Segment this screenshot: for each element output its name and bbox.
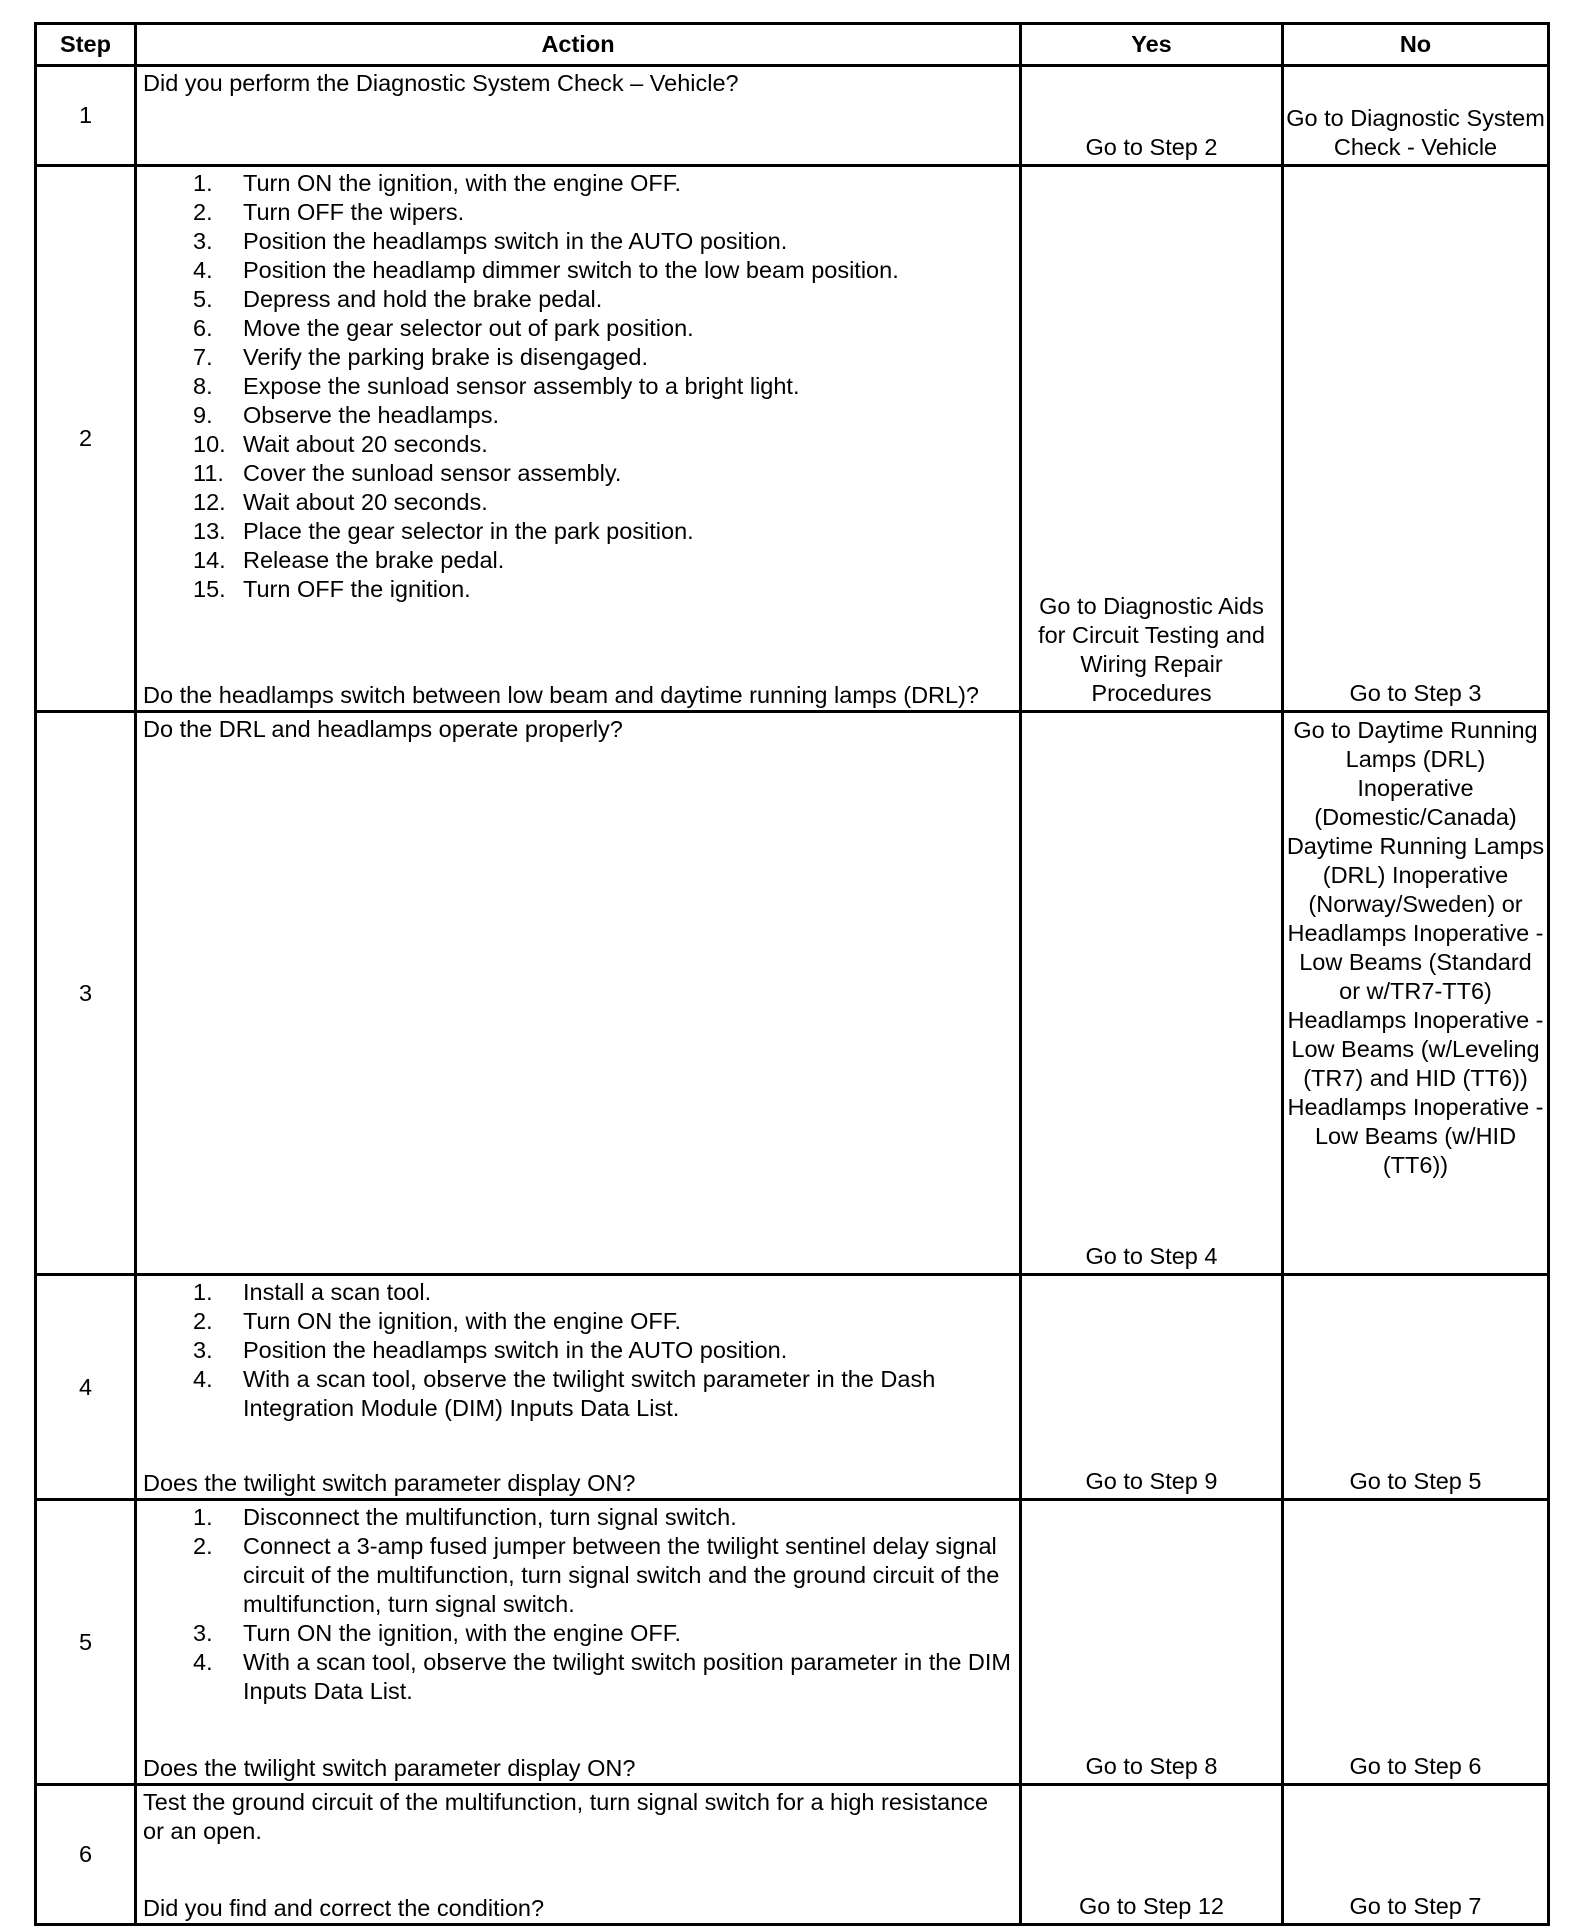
list-item: 15. Turn OFF the ignition. — [193, 576, 471, 602]
list-item: 6. Move the gear selector out of park position. — [193, 315, 694, 341]
header-row — [36, 24, 1549, 66]
action-text: Did you perform the Diagnostic System Check – Vehicle? — [143, 70, 739, 96]
table-row — [36, 166, 1549, 712]
procedure-list — [143, 1503, 1015, 1706]
list-item: 14. Release the brake pedal. — [193, 547, 505, 573]
question-text: Does the twilight switch parameter display ON? — [143, 1755, 636, 1781]
action-cell — [136, 1275, 1021, 1500]
list-item: 7. Verify the parking brake is disengaged. — [193, 344, 648, 370]
list-item: 13. Place the gear selector in the park position. — [193, 518, 694, 544]
step-number: 2 — [36, 166, 136, 712]
list-item: 11. Cover the sunload sensor assembly. — [193, 460, 622, 486]
action-cell — [136, 1785, 1021, 1925]
yes-cell: Go to Step 4 — [1021, 712, 1283, 1275]
step-number: 4 — [36, 1275, 136, 1500]
action-cell — [136, 66, 1021, 166]
list-item: 1. Install a scan tool. — [193, 1279, 432, 1305]
question-text: Did you find and correct the condition? — [143, 1895, 545, 1921]
table-row — [36, 712, 1549, 1275]
table-row — [36, 1500, 1549, 1785]
action-cell — [136, 1500, 1021, 1785]
no-cell: Go to Daytime Running Lamps (DRL) Inoperative (Domestic/Canada) Daytime Running Lamps (DRL) Inoperative (Norway/Sweden) or Headlamps Inoperative - Low Beams (Standard or w/TR7-TT6) Headlamps Inoperative - Low Beams (w/Leveling (TR7) and HID (TT6)) Headlamps Inoperative - Low Beams (w/HID (TT6)) — [1283, 712, 1549, 1275]
table-row — [36, 66, 1549, 166]
step-number: 6 — [36, 1785, 136, 1925]
list-item: 3. Position the headlamps switch in the AUTO position. — [193, 228, 788, 254]
list-item: 4. With a scan tool, observe the twilight switch position parameter in the DIM Inputs Data List. — [193, 1649, 1012, 1704]
question-text: Do the headlamps switch between low beam and daytime running lamps (DRL)? — [143, 682, 979, 708]
header-no: No — [1283, 24, 1549, 66]
list-item: 5. Depress and hold the brake pedal. — [193, 286, 603, 312]
list-item: 10. Wait about 20 seconds. — [193, 431, 488, 457]
list-item: 4. With a scan tool, observe the twilight switch parameter in the Dash Integration Module (DIM) Inputs Data List. — [193, 1366, 936, 1421]
yes-cell: Go to Step 12 — [1021, 1785, 1283, 1925]
table-row — [36, 1785, 1549, 1925]
header-step: Step — [36, 24, 136, 66]
no-cell: Go to Diagnostic System Check - Vehicle — [1283, 66, 1549, 166]
action-cell — [136, 166, 1021, 712]
no-cell: Go to Step 6 — [1283, 1500, 1549, 1785]
list-item: 3. Turn ON the ignition, with the engine OFF. — [193, 1620, 682, 1646]
header-action: Action — [136, 24, 1021, 66]
header-yes: Yes — [1021, 24, 1283, 66]
step-number: 3 — [36, 712, 136, 1275]
yes-cell: Go to Step 9 — [1021, 1275, 1283, 1500]
action-cell — [136, 712, 1021, 1275]
diagnostic-table — [34, 22, 1550, 1926]
procedure-list — [143, 1278, 1015, 1423]
list-item: 9. Observe the headlamps. — [193, 402, 500, 428]
list-item: 1. Disconnect the multifunction, turn signal switch. — [193, 1504, 737, 1530]
no-cell: Go to Step 7 — [1283, 1785, 1549, 1925]
list-item: 12. Wait about 20 seconds. — [193, 489, 488, 515]
yes-cell: Go to Diagnostic Aids for Circuit Testing and Wiring Repair Procedures — [1021, 166, 1283, 712]
list-item: 8. Expose the sunload sensor assembly to a bright light. — [193, 373, 800, 399]
list-item: 3. Position the headlamps switch in the AUTO position. — [193, 1337, 788, 1363]
no-cell: Go to Step 3 — [1283, 166, 1549, 712]
list-item: 1. Turn ON the ignition, with the engine OFF. — [193, 170, 682, 196]
step-number: 5 — [36, 1500, 136, 1785]
list-item: 2. Turn OFF the wipers. — [193, 199, 465, 225]
list-item: 2. Turn ON the ignition, with the engine OFF. — [193, 1308, 682, 1334]
yes-cell: Go to Step 2 — [1021, 66, 1283, 166]
table-row — [36, 1275, 1549, 1500]
step-number: 1 — [36, 66, 136, 166]
list-item: 2. Connect a 3-amp fused jumper between the twilight sentinel delay signal circuit of the multifunction, turn signal switch and the ground circuit of the multifunction, turn signal switch. — [193, 1533, 1000, 1617]
procedure-list — [143, 169, 1015, 604]
yes-cell: Go to Step 8 — [1021, 1500, 1283, 1785]
no-cell: Go to Step 5 — [1283, 1275, 1549, 1500]
action-text: Test the ground circuit of the multifunction, turn signal switch for a high resistance or an open. — [143, 1789, 989, 1844]
question-text: Does the twilight switch parameter display ON? — [143, 1470, 636, 1496]
action-text: Do the DRL and headlamps operate properly? — [143, 716, 623, 742]
list-item: 4. Position the headlamp dimmer switch to the low beam position. — [193, 257, 899, 283]
